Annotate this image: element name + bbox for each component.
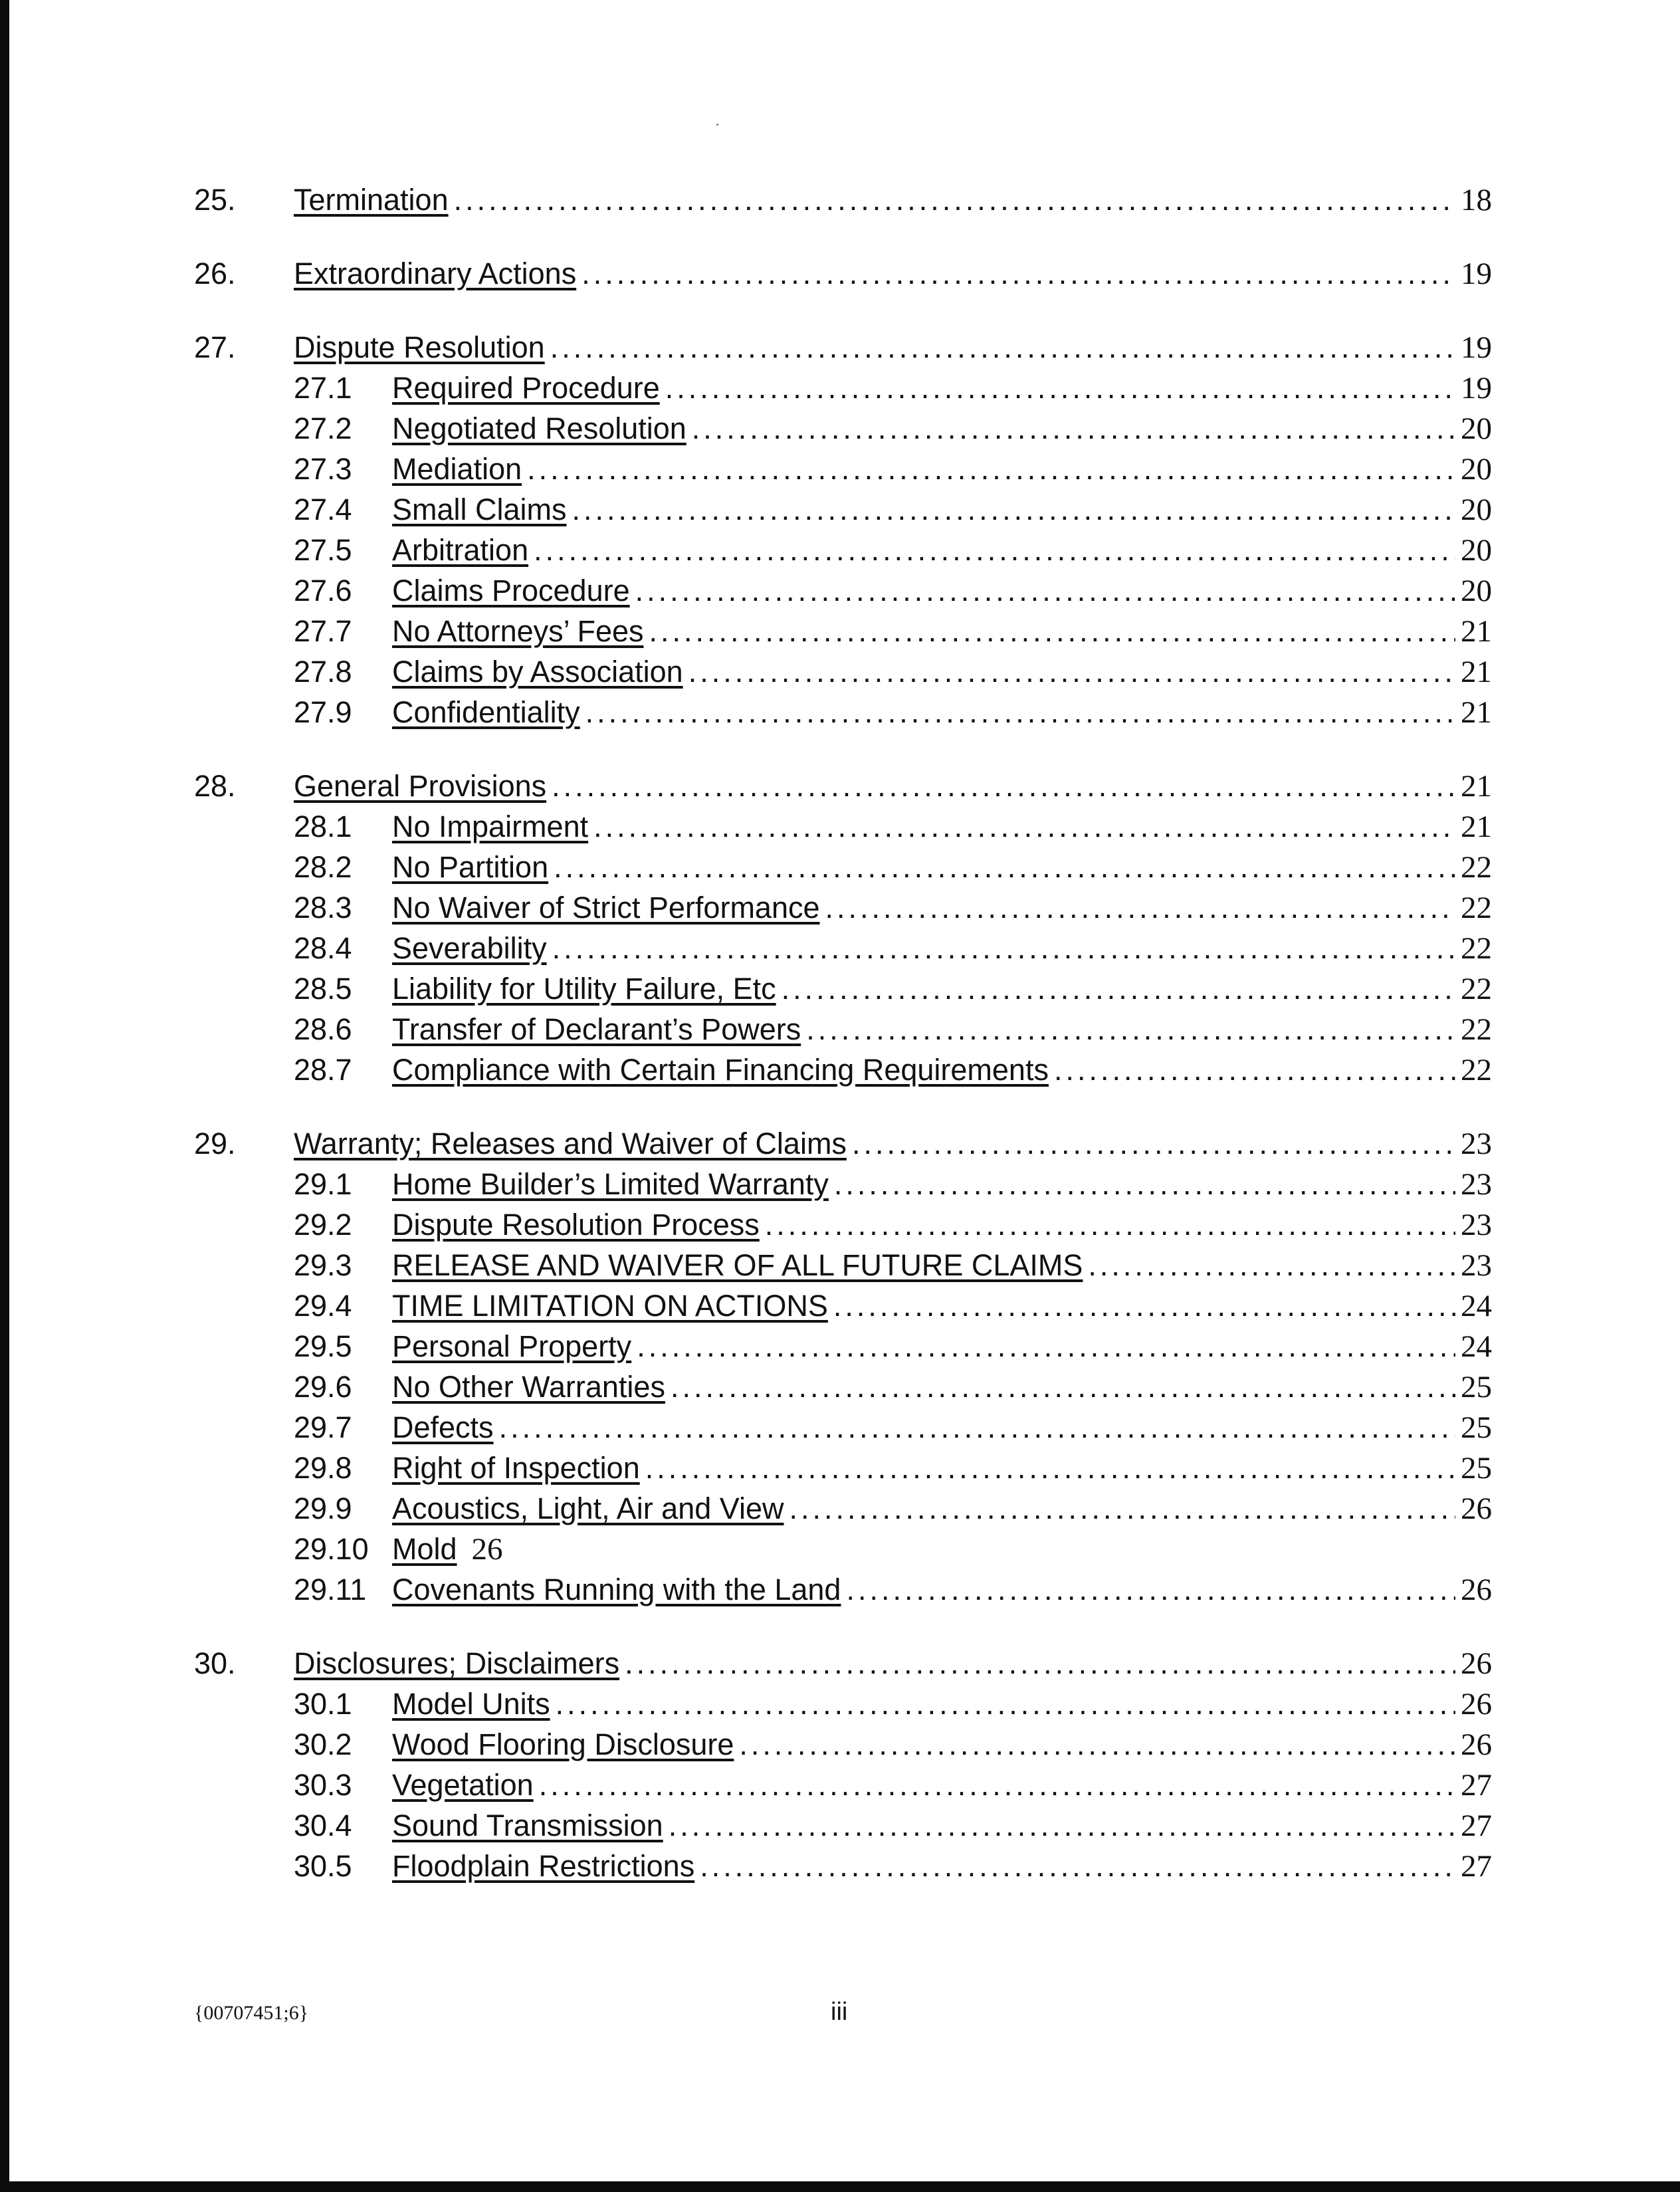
entry-title-link[interactable]: Wood Flooring Disclosure [392,1727,734,1761]
toc-subentry[interactable] [194,692,1490,732]
toc-section [194,327,1490,732]
entry-number: 29.6 [294,1370,352,1404]
entry-title-link[interactable]: Dispute Resolution [294,330,545,364]
dot-leader [671,1367,1455,1407]
toc-subentry[interactable] [194,1569,1490,1610]
dot-leader [834,1164,1455,1204]
entry-title-link[interactable]: Right of Inspection [392,1451,640,1485]
toc-subentry[interactable] [194,1204,1490,1245]
toc-subentry[interactable] [194,1245,1490,1285]
entry-title-link[interactable]: Personal Property [392,1329,632,1363]
entry-number: 27.7 [294,614,352,648]
entry-title-link[interactable]: Mold [392,1532,457,1566]
entry-title-link[interactable]: General Provisions [294,769,547,803]
toc-subentry[interactable] [194,928,1490,968]
dot-leader [1054,1049,1455,1090]
entry-title-link[interactable]: No Waiver of Strict Performance [392,891,820,925]
entry-title-link[interactable]: TIME LIMITATION ON ACTIONS [392,1289,828,1323]
entry-number: 27.6 [294,574,352,607]
toc-entry[interactable] [194,179,1490,220]
entry-number: 27.1 [294,371,352,405]
entry-page-number: 19 [1461,371,1492,405]
toc-section [194,253,1490,294]
footer-document-id: {00707451;6} [194,2002,309,2024]
entry-page-number: 27 [1461,1849,1492,1884]
entry-title-link[interactable]: Floodplain Restrictions [392,1849,695,1883]
toc-subentry[interactable] [194,1846,1490,1886]
dot-leader [550,327,1455,368]
entry-title-link[interactable]: Claims by Association [392,655,683,689]
toc-subentry[interactable] [194,1367,1490,1407]
toc-entry[interactable] [194,1123,1490,1164]
dot-leader [581,253,1455,294]
toc-subentry[interactable] [194,1164,1490,1204]
dot-leader [852,1123,1455,1164]
entry-number: 30.5 [294,1849,352,1883]
entry-number: 30.2 [294,1727,352,1761]
entry-title-link[interactable]: Sound Transmission [392,1808,663,1842]
dot-leader [692,408,1455,449]
toc-subentry[interactable] [194,408,1490,449]
dot-leader [782,968,1455,1009]
toc-subentry[interactable] [194,570,1490,611]
entry-number: 30.4 [294,1808,352,1842]
entry-number: 30. [194,1646,236,1680]
dot-leader [534,530,1455,570]
entry-page-number: 18 [1461,183,1492,217]
entry-page-number: 26 [1461,1573,1492,1607]
scan-left-edge [0,0,9,2192]
entry-number: 25. [194,183,236,217]
dot-leader [806,1009,1455,1049]
toc-entry[interactable] [194,327,1490,368]
toc-subentry[interactable] [194,1285,1490,1326]
entry-page-number: 23 [1461,1167,1492,1202]
dot-leader [552,928,1455,968]
dot-leader [625,1643,1455,1684]
entry-title-link[interactable]: Model Units [392,1687,550,1721]
toc-subentry[interactable] [194,847,1490,887]
entry-page-number: 23 [1461,1208,1492,1242]
entry-title-link[interactable]: Covenants Running with the Land [392,1573,841,1606]
entry-page-number: 20 [1461,411,1492,446]
entry-title-link[interactable]: Acoustics, Light, Air and View [392,1491,784,1525]
entry-page-number: 19 [1461,257,1492,291]
entry-title-link[interactable]: Negotiated Resolution [392,411,686,445]
dot-leader [833,1285,1455,1326]
entry-page-number: 25 [1461,1451,1492,1485]
entry-title-link[interactable]: Warranty; Releases and Waiver of Claims [294,1127,847,1160]
dot-leader [739,1724,1455,1765]
toc-subentry[interactable] [194,449,1490,489]
entry-number: 30.1 [294,1687,352,1721]
entry-title-link[interactable]: Claims Procedure [392,574,630,607]
dot-leader [593,806,1455,847]
entry-title-link[interactable]: Disclosures; Disclaimers [294,1646,620,1680]
entry-title-link[interactable]: Required Procedure [392,371,660,405]
dot-leader [635,570,1455,611]
toc-section [194,1123,1490,1610]
entry-page-number: 23 [1461,1127,1492,1161]
entry-title-link[interactable]: Mediation [392,452,522,486]
entry-title-link[interactable]: Home Builder’s Limited Warranty [392,1167,829,1201]
dot-leader [688,651,1455,692]
footer-page-number: iii [831,1998,848,2026]
toc-subentry[interactable] [194,611,1490,651]
entry-number: 29.1 [294,1167,352,1201]
toc-subentry[interactable] [194,1724,1490,1765]
toc-subentry[interactable] [194,1407,1490,1448]
entry-page-number: 25 [1461,1410,1492,1445]
entry-number: 29. [194,1127,236,1160]
dot-leader [554,847,1455,887]
entry-page-number: 22 [1461,972,1492,1006]
toc-subentry[interactable] [194,651,1490,692]
entry-number: 30.3 [294,1768,352,1802]
entry-title-link[interactable]: Severability [392,931,547,965]
entry-page-number: 21 [1461,810,1492,844]
toc-subentry[interactable] [194,530,1490,570]
entry-number: 28. [194,769,236,803]
entry-page-number: 22 [1461,891,1492,925]
toc-subentry[interactable] [194,887,1490,928]
entry-number: 27. [194,330,236,364]
table-of-contents [194,179,1490,1919]
dot-leader [846,1569,1455,1610]
toc-subentry[interactable] [194,1684,1490,1724]
entry-number: 29.3 [294,1248,352,1282]
entry-title-link[interactable]: Dispute Resolution Process [392,1208,760,1242]
entry-number: 27.5 [294,533,352,567]
entry-page-number: 21 [1461,769,1492,804]
entry-page-number: 24 [1461,1329,1492,1364]
entry-page-number: 27 [1461,1808,1492,1843]
entry-page-number: 20 [1461,533,1492,568]
entry-number: 28.5 [294,972,352,1006]
entry-page-number: 21 [1461,655,1492,689]
dot-leader [527,449,1455,489]
entry-page-number: 26 [1461,1687,1492,1721]
dot-leader [765,1204,1455,1245]
dot-leader [789,1488,1455,1529]
dot-leader [645,1448,1455,1488]
entry-title-link[interactable]: Defects [392,1410,494,1444]
entry-number: 29.9 [294,1491,352,1525]
toc-subentry[interactable] [194,806,1490,847]
dot-leader [1088,1245,1455,1285]
entry-number: 29.2 [294,1208,352,1242]
entry-page-number: 26 [471,1532,503,1567]
toc-subentry[interactable] [194,1765,1490,1805]
toc-subentry[interactable] [194,489,1490,530]
entry-page-number: 27 [1461,1768,1492,1803]
entry-page-number: 19 [1461,330,1492,365]
entry-number: 29.10 [294,1532,369,1566]
toc-subentry[interactable] [194,1529,1490,1569]
toc-subentry[interactable] [194,968,1490,1009]
dot-leader [585,692,1455,732]
entry-page-number: 22 [1461,1012,1492,1047]
toc-entry[interactable] [194,253,1490,294]
entry-number: 28.7 [294,1053,352,1087]
entry-title-link[interactable]: Vegetation [392,1768,534,1802]
entry-title-link[interactable]: Transfer of Declarant’s Powers [392,1012,801,1046]
entry-number: 28.6 [294,1012,352,1046]
entry-page-number: 22 [1461,1053,1492,1087]
entry-number: 27.3 [294,452,352,486]
entry-number: 29.4 [294,1289,352,1323]
entry-number: 28.1 [294,810,352,843]
entry-page-number: 23 [1461,1248,1492,1283]
toc-subentry[interactable] [194,1448,1490,1488]
toc-subentry[interactable] [194,1049,1490,1090]
entry-title-link[interactable]: RELEASE AND WAIVER OF ALL FUTURE CLAIMS [392,1248,1083,1282]
dot-leader [454,179,1455,220]
entry-title-link[interactable]: Confidentiality [392,695,580,729]
dot-leader [556,1684,1455,1724]
entry-page-number: 26 [1461,1646,1492,1681]
entry-title-link[interactable]: No Attorneys’ Fees [392,614,644,648]
entry-number: 29.8 [294,1451,352,1485]
entry-page-number: 20 [1461,574,1492,608]
toc-subentry[interactable] [194,1488,1490,1529]
entry-number: 28.4 [294,931,352,965]
entry-page-number: 21 [1461,614,1492,649]
entry-title-link[interactable]: No Partition [392,850,549,884]
toc-subentry[interactable] [194,1009,1490,1049]
entry-title-link[interactable]: Arbitration [392,533,529,567]
dot-leader [572,489,1455,530]
dot-leader [552,766,1455,806]
toc-section [194,179,1490,220]
scan-bottom-edge [0,2181,1680,2192]
dot-leader [637,1326,1455,1367]
entry-number: 28.2 [294,850,352,884]
toc-subentry[interactable] [194,368,1490,408]
entry-page-number: 22 [1461,850,1492,885]
toc-entry[interactable] [194,1643,1490,1684]
entry-number: 29.11 [294,1573,367,1606]
entry-title-link[interactable]: Termination [294,183,449,217]
entry-number: 27.2 [294,411,352,445]
dot-leader [499,1407,1455,1448]
toc-entry[interactable] [194,766,1490,806]
entry-number: 27.9 [294,695,352,729]
entry-page-number: 21 [1461,695,1492,730]
entry-page-number: 26 [1461,1727,1492,1762]
entry-page-number: 25 [1461,1370,1492,1404]
entry-page-number: 26 [1461,1491,1492,1526]
entry-number: 29.7 [294,1410,352,1444]
entry-title-link[interactable]: Extraordinary Actions [294,257,577,290]
entry-title-link[interactable]: Small Claims [392,493,567,526]
entry-number: 29.5 [294,1329,352,1363]
entry-title-link[interactable]: No Other Warranties [392,1370,665,1404]
dot-leader [669,1805,1455,1846]
entry-title-link[interactable]: Liability for Utility Failure, Etc [392,972,776,1006]
toc-section [194,1643,1490,1886]
toc-subentry[interactable] [194,1326,1490,1367]
entry-page-number: 22 [1461,931,1492,966]
dot-leader [825,887,1455,928]
toc-section [194,766,1490,1090]
entry-page-number: 20 [1461,493,1492,527]
entry-page-number: 20 [1461,452,1492,487]
entry-number: 27.4 [294,493,352,526]
entry-page-number: 24 [1461,1289,1492,1323]
dot-leader [700,1846,1455,1886]
entry-number: 26. [194,257,236,290]
toc-subentry[interactable] [194,1805,1490,1846]
dot-leader [539,1765,1455,1805]
entry-title-link[interactable]: No Impairment [392,810,589,843]
dot-leader [665,368,1455,408]
entry-title-link[interactable]: Compliance with Certain Financing Requirements [392,1053,1049,1087]
scan-speck [716,124,718,126]
entry-number: 27.8 [294,655,352,689]
entry-number: 28.3 [294,891,352,925]
dot-leader [649,611,1455,651]
